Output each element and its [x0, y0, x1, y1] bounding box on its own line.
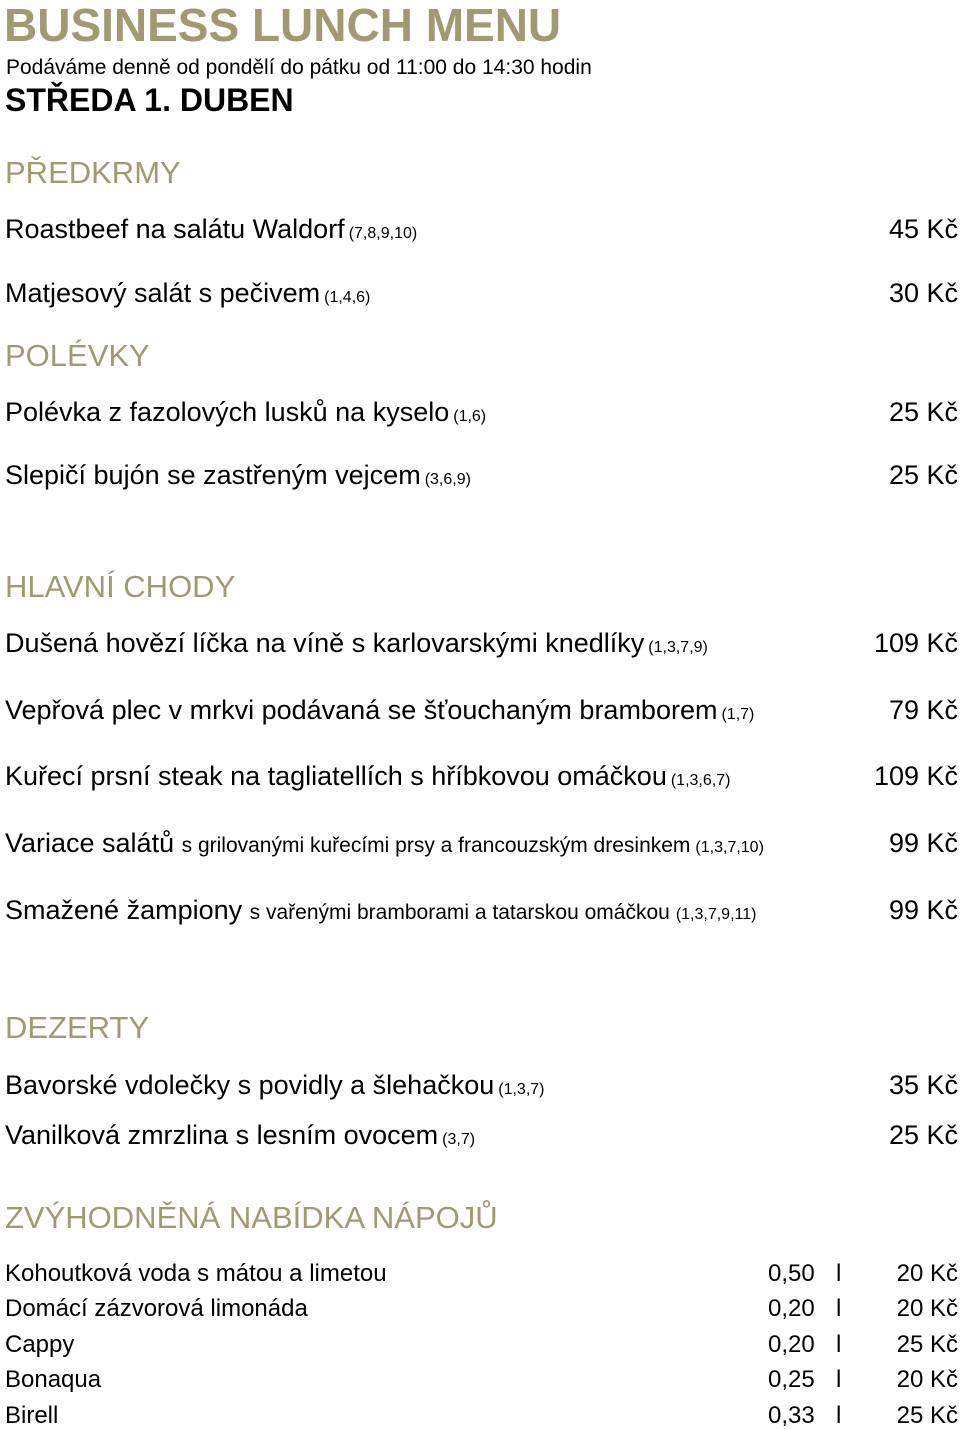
item-price: 109 Kč: [873, 628, 958, 658]
item-name: Vanilková zmrzlina s lesním ovocem: [5, 1120, 439, 1150]
item-allergens: (1,3,7,10): [695, 839, 764, 856]
item-name: Slepičí bujón se zastřeným vejcem: [5, 460, 421, 490]
drink-unit: l: [836, 1295, 842, 1322]
item-allergens: (1,4,6): [324, 289, 371, 306]
item-name: Dušená hovězí líčka na víně s karlovarskými knedlíky: [5, 628, 645, 658]
drink-volume: 0,20: [768, 1331, 815, 1358]
item-detail: s vařenými bramborami a tatarskou omáčkou: [249, 901, 670, 924]
item-allergens: (7,8,9,10): [348, 225, 418, 242]
drink-name: Bonaqua: [5, 1366, 102, 1393]
section-drinks-heading: ZVÝHODNĚNÁ NABÍDKA NÁPOJŮ: [5, 1200, 498, 1235]
item-allergens: (3,6,9): [424, 471, 471, 488]
drink-price: 20 Kč: [896, 1260, 958, 1287]
section-mains-heading: HLAVNÍ CHODY: [5, 569, 236, 604]
item-name: Bavorské vdolečky s povidly a šlehačkou: [5, 1070, 495, 1100]
drink-price: 25 Kč: [896, 1402, 958, 1429]
drink-unit: l: [836, 1260, 842, 1287]
item-price: 109 Kč: [873, 761, 958, 791]
drink-name: Domácí zázvorová limonáda: [5, 1295, 308, 1322]
item-price: 25 Kč: [888, 397, 958, 427]
item-price: 25 Kč: [888, 460, 958, 490]
menu-item: [5, 216, 417, 243]
item-price: 45 Kč: [888, 214, 958, 244]
menu-item: [5, 462, 471, 489]
item-name: Matjesový salát s pečivem: [5, 278, 321, 308]
menu-item: [5, 1122, 475, 1149]
menu-item: [5, 897, 756, 924]
drink-name: Birell: [5, 1402, 59, 1429]
drink-volume: 0,33: [768, 1402, 815, 1429]
item-price: 30 Kč: [888, 278, 958, 308]
menu-item: [5, 763, 730, 790]
item-allergens: (3,7): [442, 1131, 476, 1148]
item-price: 25 Kč: [888, 1120, 958, 1150]
item-detail: s grilovanými kuřecími prsy a francouzským dresinkem: [181, 834, 691, 857]
item-allergens: (1,3,7): [498, 1081, 545, 1098]
item-name: Polévka z fazolových lusků na kyselo: [5, 397, 450, 427]
drink-volume: 0,25: [768, 1366, 815, 1393]
drink-price: 25 Kč: [896, 1331, 958, 1358]
drink-volume: 0,20: [768, 1295, 815, 1322]
item-price: 99 Kč: [888, 828, 958, 858]
item-price: 35 Kč: [888, 1070, 958, 1100]
item-allergens: (1,3,6,7): [670, 772, 731, 789]
menu-item: [5, 280, 370, 307]
menu-item: [5, 830, 764, 857]
item-name: Variace salátů: [5, 828, 175, 858]
drink-volume: 0,50: [768, 1260, 815, 1287]
item-name: Smažené žampiony: [5, 895, 243, 925]
menu-date: STŘEDA 1. DUBEN: [5, 82, 294, 118]
item-allergens: (1,6): [453, 408, 487, 425]
section-starters-heading: PŘEDKRMY: [5, 155, 181, 190]
drink-price: 20 Kč: [896, 1366, 958, 1393]
item-price: 99 Kč: [888, 895, 958, 925]
item-allergens: (1,3,7,9): [648, 639, 708, 656]
menu-item: [5, 399, 486, 426]
drink-name: Kohoutková voda s mátou a limetou: [5, 1260, 387, 1287]
menu-item: [5, 630, 708, 657]
menu-title: BUSINESS LUNCH MENU: [4, 0, 562, 51]
section-desserts-heading: DEZERTY: [5, 1010, 150, 1045]
item-name: Vepřová plec v mrkvi podávaná se šťouchaným bramborem: [5, 695, 718, 725]
item-allergens: (1,7): [721, 706, 755, 723]
drink-price: 20 Kč: [896, 1295, 958, 1322]
drink-name: Cappy: [5, 1331, 75, 1358]
drink-unit: l: [836, 1402, 842, 1429]
item-name: Roastbeef na salátu Waldorf: [5, 214, 345, 244]
drink-unit: l: [836, 1331, 842, 1358]
section-soups-heading: POLÉVKY: [5, 338, 150, 373]
item-price: 79 Kč: [888, 695, 958, 725]
item-name: Kuřecí prsní steak na tagliatellích s hříbkovou omáčkou: [5, 761, 667, 791]
menu-item: [5, 697, 754, 724]
drink-unit: l: [836, 1366, 842, 1393]
item-allergens: (1,3,7,9,11): [675, 906, 757, 923]
menu-item: [5, 1072, 545, 1099]
serving-hours: Podáváme denně od pondělí do pátku od 11:00 do 14:30 hodin: [6, 56, 592, 79]
